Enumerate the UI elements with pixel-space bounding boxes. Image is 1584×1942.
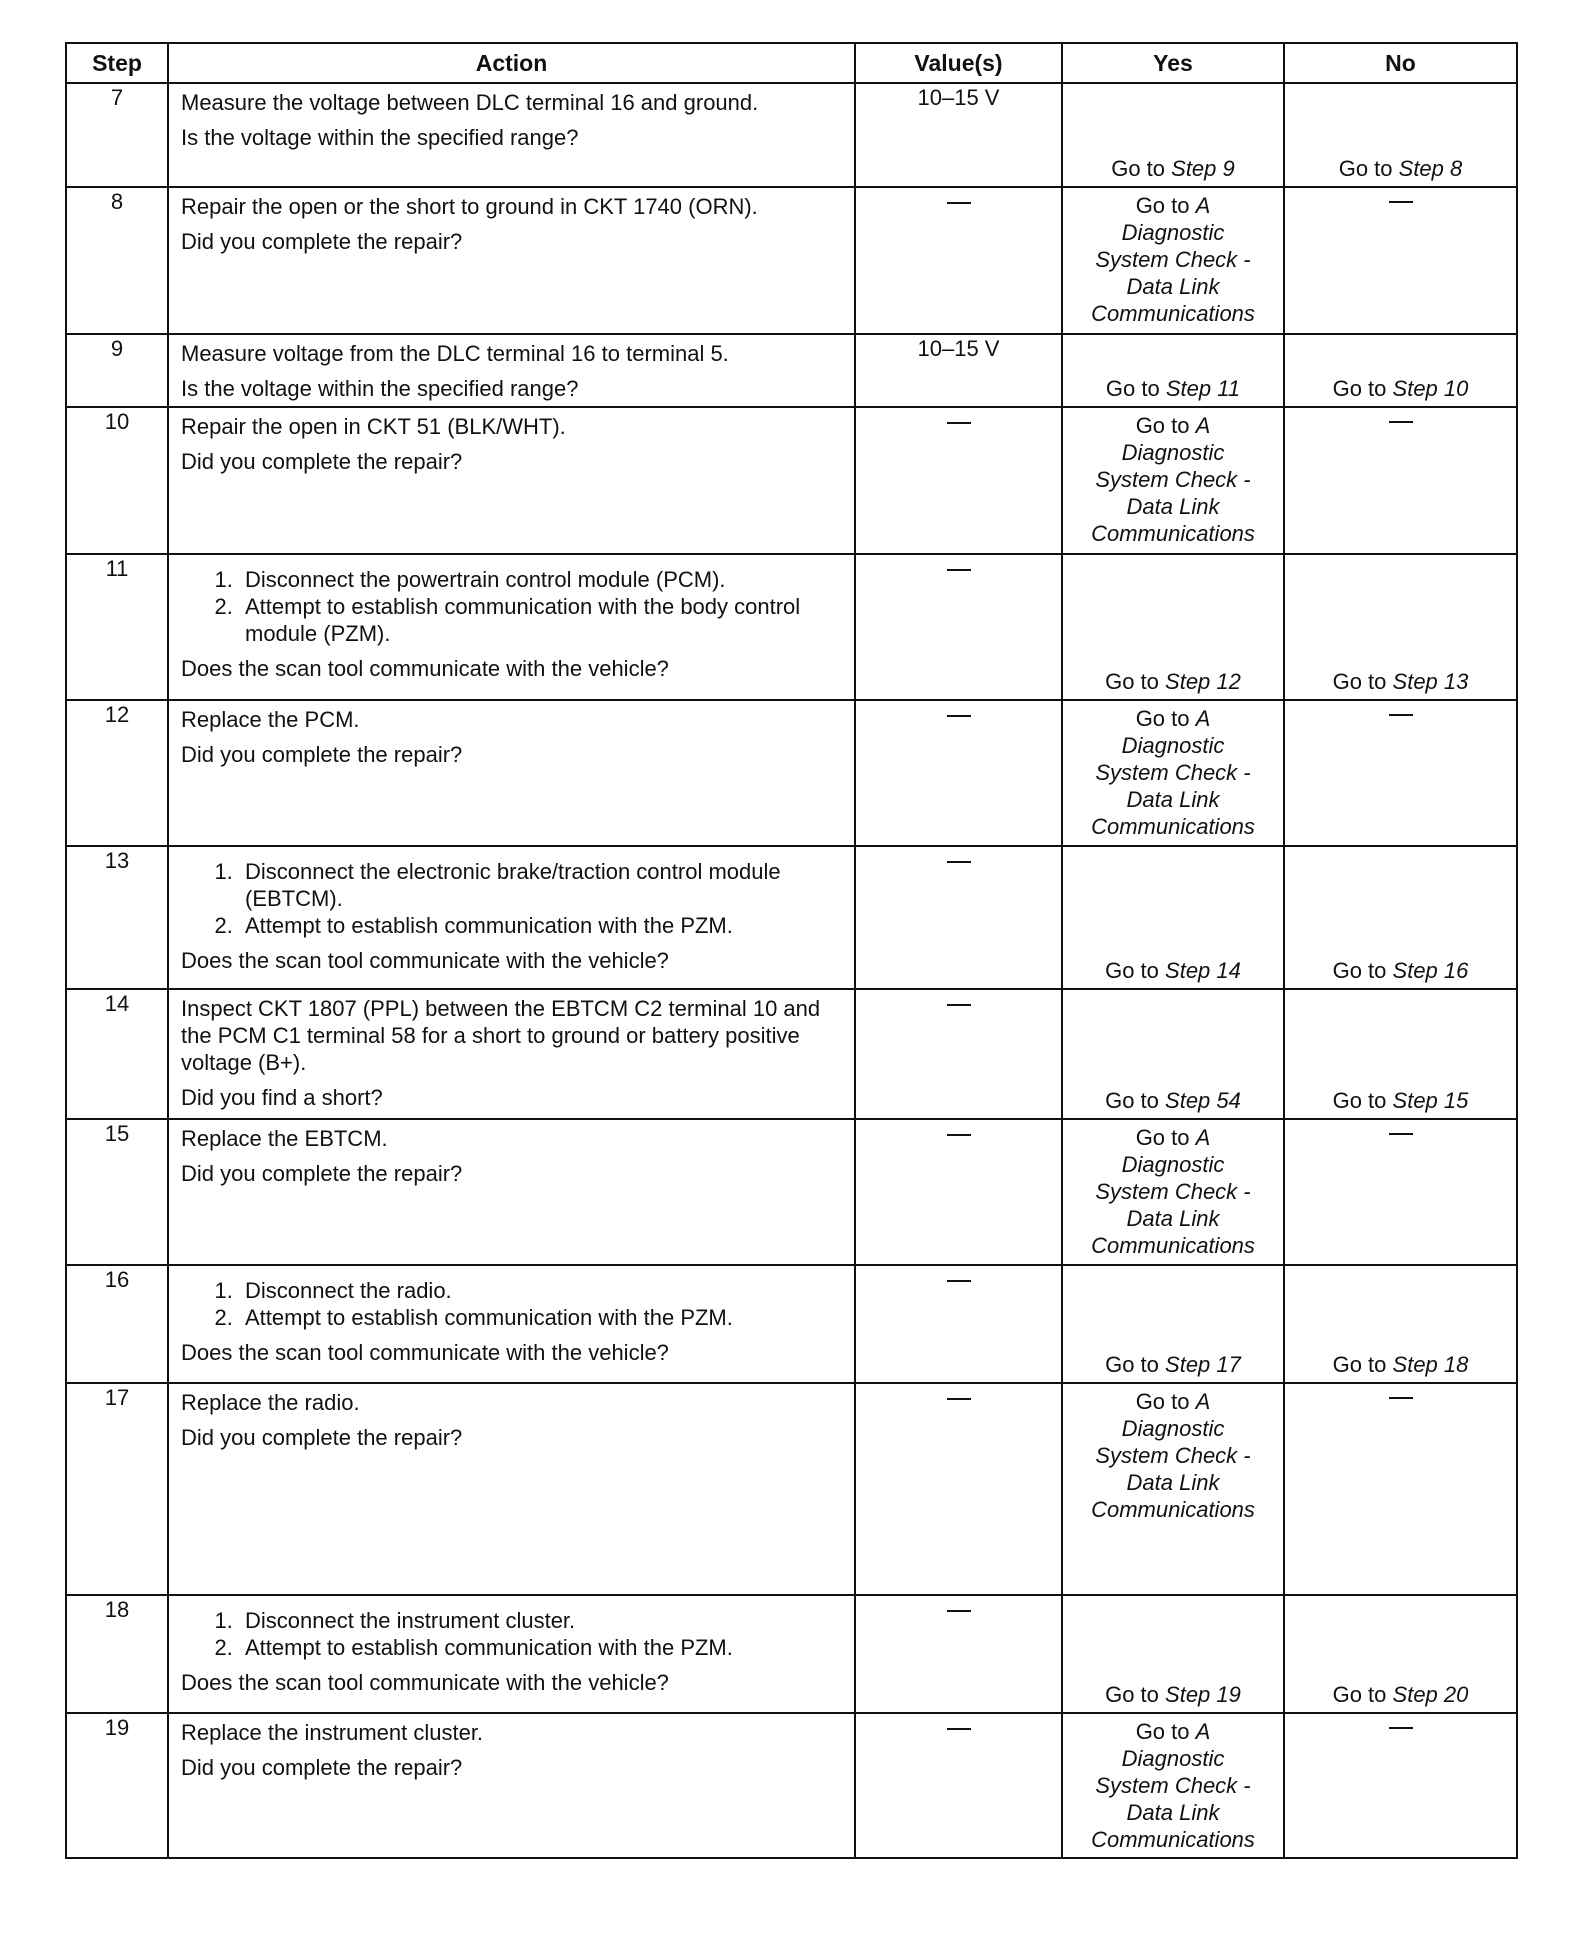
value-cell xyxy=(855,846,1062,989)
ref-line-4: Data Link xyxy=(1126,1470,1220,1495)
action-step-item: 1. Disconnect the powertrain control module (PCM). xyxy=(239,566,842,593)
em-dash xyxy=(947,1398,971,1400)
step-word: Step xyxy=(1398,156,1444,181)
value-cell xyxy=(855,187,1062,334)
ref-line-4: Data Link xyxy=(1126,1206,1220,1231)
table-row xyxy=(66,1383,1517,1595)
action-text: Measure the voltage between DLC terminal 16 and ground. xyxy=(181,90,759,115)
action-question: Does the scan tool communicate with the vehicle? xyxy=(181,1340,669,1365)
step-number: 20 xyxy=(1443,1682,1469,1707)
action-text: Replace the PCM. xyxy=(181,707,360,732)
step-number-cell: 7 xyxy=(66,83,168,187)
action-cell xyxy=(168,846,855,989)
ref-line-1 xyxy=(1067,412,1279,439)
ref-line-2: Diagnostic xyxy=(1121,1416,1225,1441)
ref-line-1 xyxy=(1067,705,1279,732)
yes-cell xyxy=(1062,1119,1284,1265)
goto-text: Go to xyxy=(1111,156,1166,181)
step-number: 11 xyxy=(1217,376,1241,401)
step-word: Step xyxy=(1165,1088,1211,1113)
table-row xyxy=(66,1713,1517,1858)
action-step-item: 1. Disconnect the radio. xyxy=(239,1277,842,1304)
action-cell xyxy=(168,407,855,554)
yes-cell xyxy=(1062,187,1284,334)
no-goto xyxy=(1285,1682,1516,1708)
table-row xyxy=(66,187,1517,334)
ref-line-5: Communications xyxy=(1091,301,1255,326)
step-number-cell: 17 xyxy=(66,1383,168,1595)
action-step-item: 2. Attempt to establish communication with the body control module (PZM). xyxy=(239,593,842,647)
table-row xyxy=(66,1119,1517,1265)
step-number-cell: 12 xyxy=(66,700,168,846)
step-number-cell: 11 xyxy=(66,554,168,700)
header-no: No xyxy=(1284,43,1517,83)
no-goto xyxy=(1285,156,1516,182)
action-text: Replace the radio. xyxy=(181,1390,360,1415)
ref-line-4: Data Link xyxy=(1126,494,1220,519)
yes-goto xyxy=(1063,376,1283,402)
yes-cell xyxy=(1062,554,1284,700)
ref-line-5: Communications xyxy=(1091,814,1255,839)
header-action: Action xyxy=(168,43,855,83)
action-question: Did you complete the repair? xyxy=(181,1161,463,1186)
no-cell xyxy=(1284,846,1517,989)
no-cell xyxy=(1284,1595,1517,1713)
ref-line-4: Data Link xyxy=(1126,787,1220,812)
em-dash xyxy=(1389,201,1413,203)
value-cell xyxy=(855,989,1062,1119)
ref-line-3: System Check - xyxy=(1095,1443,1251,1468)
action-steps-list xyxy=(181,566,842,647)
yes-cell xyxy=(1062,1265,1284,1383)
em-dash xyxy=(947,1728,971,1730)
goto-text: Go to xyxy=(1105,376,1160,401)
action-cell xyxy=(168,334,855,407)
value-text: 10–15 V xyxy=(917,336,1000,361)
value-cell xyxy=(855,83,1062,187)
ref-letter: A xyxy=(1195,1125,1211,1150)
ref-line-2: Diagnostic xyxy=(1121,220,1225,245)
ref-line-3: System Check - xyxy=(1095,1773,1251,1798)
action-steps-list xyxy=(181,1277,842,1331)
diagnostic-reference xyxy=(1067,1384,1279,1523)
yes-goto xyxy=(1063,669,1283,695)
no-goto xyxy=(1285,376,1516,402)
value-cell xyxy=(855,1595,1062,1713)
em-dash xyxy=(947,1610,971,1612)
action-cell xyxy=(168,187,855,334)
em-dash xyxy=(1389,1397,1413,1399)
ref-goto: Go to xyxy=(1135,193,1190,218)
ref-goto: Go to xyxy=(1135,413,1190,438)
yes-cell xyxy=(1062,407,1284,554)
header-values: Value(s) xyxy=(855,43,1062,83)
table-row xyxy=(66,554,1517,700)
step-number: 8 xyxy=(1450,156,1463,181)
goto-text: Go to xyxy=(1332,376,1387,401)
no-cell xyxy=(1284,83,1517,187)
goto-text: Go to xyxy=(1332,1682,1387,1707)
diagnostic-table xyxy=(65,42,1518,1859)
action-cell xyxy=(168,700,855,846)
action-question: Did you complete the repair? xyxy=(181,1755,463,1780)
goto-text: Go to xyxy=(1332,669,1387,694)
step-number: 9 xyxy=(1222,156,1235,181)
step-number: 13 xyxy=(1443,669,1469,694)
action-question: Does the scan tool communicate with the vehicle? xyxy=(181,948,669,973)
action-cell xyxy=(168,1383,855,1595)
step-number: 16 xyxy=(1443,958,1469,983)
action-cell xyxy=(168,83,855,187)
goto-text: Go to xyxy=(1105,958,1159,983)
table-row xyxy=(66,989,1517,1119)
value-cell xyxy=(855,334,1062,407)
value-cell xyxy=(855,554,1062,700)
step-word: Step xyxy=(1392,376,1438,401)
yes-goto xyxy=(1063,1352,1283,1378)
action-text: Inspect CKT 1807 (PPL) between the EBTCM C2 terminal 10 and the PCM C1 terminal 58 for a short to ground or battery positive voltage (B+). xyxy=(181,996,821,1075)
ref-letter: A xyxy=(1195,1389,1211,1414)
ref-line-2: Diagnostic xyxy=(1121,733,1225,758)
step-number-cell: 14 xyxy=(66,989,168,1119)
yes-cell xyxy=(1062,846,1284,989)
action-question: Did you complete the repair? xyxy=(181,229,463,254)
no-goto xyxy=(1285,958,1516,984)
action-steps-list xyxy=(181,858,842,939)
diagnostic-sheet xyxy=(65,42,1516,1859)
table-row xyxy=(66,700,1517,846)
action-cell xyxy=(168,989,855,1119)
goto-text: Go to xyxy=(1105,669,1159,694)
action-cell xyxy=(168,1119,855,1265)
step-number: 19 xyxy=(1216,1682,1241,1707)
em-dash xyxy=(1389,421,1413,423)
step-word: Step xyxy=(1392,1088,1438,1113)
action-step-item: 2. Attempt to establish communication with the PZM. xyxy=(239,1634,842,1661)
ref-line-1 xyxy=(1067,1718,1279,1745)
em-dash xyxy=(947,202,971,204)
ref-line-5: Communications xyxy=(1091,1497,1255,1522)
ref-line-2: Diagnostic xyxy=(1121,440,1225,465)
step-word: Step xyxy=(1171,156,1217,181)
step-number-cell: 18 xyxy=(66,1595,168,1713)
step-number-cell: 19 xyxy=(66,1713,168,1858)
em-dash xyxy=(947,1004,971,1006)
goto-text: Go to xyxy=(1332,1352,1387,1377)
yes-cell xyxy=(1062,989,1284,1119)
step-word: Step xyxy=(1392,1352,1438,1377)
step-word: Step xyxy=(1392,958,1438,983)
action-text: Replace the EBTCM. xyxy=(181,1126,388,1151)
no-cell xyxy=(1284,700,1517,846)
yes-goto xyxy=(1063,156,1283,182)
ref-line-3: System Check - xyxy=(1095,247,1251,272)
ref-letter: A xyxy=(1195,1719,1211,1744)
step-number-cell: 15 xyxy=(66,1119,168,1265)
step-number-cell: 8 xyxy=(66,187,168,334)
goto-text: Go to xyxy=(1338,156,1393,181)
diagnostic-reference xyxy=(1067,188,1279,327)
yes-cell xyxy=(1062,1383,1284,1595)
step-number: 18 xyxy=(1443,1352,1469,1377)
action-text: Measure voltage from the DLC terminal 16 to terminal 5. xyxy=(181,341,729,366)
action-cell xyxy=(168,1713,855,1858)
ref-letter: A xyxy=(1195,413,1211,438)
no-cell xyxy=(1284,1265,1517,1383)
value-cell xyxy=(855,1119,1062,1265)
no-cell xyxy=(1284,989,1517,1119)
ref-line-4: Data Link xyxy=(1126,1800,1220,1825)
em-dash xyxy=(947,569,971,571)
action-text: Repair the open in CKT 51 (BLK/WHT). xyxy=(181,414,566,439)
no-cell xyxy=(1284,1713,1517,1858)
no-cell xyxy=(1284,1383,1517,1595)
yes-cell xyxy=(1062,1713,1284,1858)
ref-goto: Go to xyxy=(1135,1125,1190,1150)
action-steps-list xyxy=(181,1607,842,1661)
no-goto xyxy=(1285,1088,1516,1114)
goto-text: Go to xyxy=(1332,1088,1387,1113)
table-row xyxy=(66,1265,1517,1383)
step-number-cell: 16 xyxy=(66,1265,168,1383)
step-number: 12 xyxy=(1216,669,1241,694)
goto-text: Go to xyxy=(1105,1088,1159,1113)
step-number-cell: 10 xyxy=(66,407,168,554)
goto-text: Go to xyxy=(1105,1682,1159,1707)
em-dash xyxy=(947,422,971,424)
step-number-cell: 9 xyxy=(66,334,168,407)
table-row xyxy=(66,1595,1517,1713)
diagnostic-reference xyxy=(1067,408,1279,547)
table-row xyxy=(66,407,1517,554)
no-cell xyxy=(1284,554,1517,700)
action-question: Did you complete the repair? xyxy=(181,449,463,474)
header-step: Step xyxy=(66,43,168,83)
yes-goto xyxy=(1063,958,1283,984)
ref-line-5: Communications xyxy=(1091,1233,1255,1258)
action-question: Does the scan tool communicate with the vehicle? xyxy=(181,656,669,681)
table-row xyxy=(66,334,1517,407)
yes-cell xyxy=(1062,334,1284,407)
diagnostic-reference xyxy=(1067,1714,1279,1853)
action-step-item: 1. Disconnect the instrument cluster. xyxy=(239,1607,842,1634)
step-number: 14 xyxy=(1216,958,1241,983)
step-number: 15 xyxy=(1443,1088,1469,1113)
ref-letter: A xyxy=(1195,706,1211,731)
action-step-item: 2. Attempt to establish communication with the PZM. xyxy=(239,912,842,939)
no-cell xyxy=(1284,187,1517,334)
action-step-item: 2. Attempt to establish communication with the PZM. xyxy=(239,1304,842,1331)
action-question: Did you find a short? xyxy=(181,1085,383,1110)
header-yes: Yes xyxy=(1062,43,1284,83)
action-text: Repair the open or the short to ground in CKT 1740 (ORN). xyxy=(181,194,758,219)
step-number-cell: 13 xyxy=(66,846,168,989)
ref-line-4: Data Link xyxy=(1126,274,1220,299)
yes-goto xyxy=(1063,1682,1283,1708)
action-text: Replace the instrument cluster. xyxy=(181,1720,484,1745)
action-question: Did you complete the repair? xyxy=(181,1425,463,1450)
step-word: Step xyxy=(1165,376,1212,401)
action-cell xyxy=(168,1265,855,1383)
action-step-item: 1. Disconnect the electronic brake/traction control module (EBTCM). xyxy=(239,858,842,912)
value-cell xyxy=(855,1383,1062,1595)
em-dash xyxy=(947,715,971,717)
diagnostic-reference xyxy=(1067,1120,1279,1259)
value-cell xyxy=(855,1265,1062,1383)
ref-line-5: Communications xyxy=(1091,1827,1255,1852)
action-question: Does the scan tool communicate with the vehicle? xyxy=(181,1670,669,1695)
yes-goto xyxy=(1063,1088,1283,1114)
no-cell xyxy=(1284,1119,1517,1265)
step-word: Step xyxy=(1165,1352,1211,1377)
ref-goto: Go to xyxy=(1135,1389,1190,1414)
step-number: 54 xyxy=(1216,1088,1241,1113)
ref-line-3: System Check - xyxy=(1095,467,1251,492)
step-word: Step xyxy=(1165,958,1211,983)
table-body xyxy=(66,83,1517,1858)
em-dash xyxy=(947,1134,971,1136)
em-dash xyxy=(1389,1727,1413,1729)
ref-goto: Go to xyxy=(1135,1719,1190,1744)
em-dash xyxy=(947,861,971,863)
step-word: Step xyxy=(1165,669,1211,694)
no-cell xyxy=(1284,407,1517,554)
table-row xyxy=(66,83,1517,187)
action-question: Did you complete the repair? xyxy=(181,742,463,767)
value-cell xyxy=(855,1713,1062,1858)
yes-cell xyxy=(1062,83,1284,187)
yes-cell xyxy=(1062,1595,1284,1713)
ref-line-5: Communications xyxy=(1091,521,1255,546)
value-cell xyxy=(855,407,1062,554)
ref-line-1 xyxy=(1067,1124,1279,1151)
em-dash xyxy=(1389,714,1413,716)
value-cell xyxy=(855,700,1062,846)
ref-letter: A xyxy=(1195,193,1211,218)
action-cell xyxy=(168,1595,855,1713)
table-row xyxy=(66,846,1517,989)
value-text: 10–15 V xyxy=(917,85,1000,110)
step-word: Step xyxy=(1165,1682,1211,1707)
yes-cell xyxy=(1062,700,1284,846)
ref-line-1 xyxy=(1067,1388,1279,1415)
step-word: Step xyxy=(1392,1682,1438,1707)
ref-goto: Go to xyxy=(1135,706,1190,731)
no-cell xyxy=(1284,334,1517,407)
ref-line-3: System Check - xyxy=(1095,760,1251,785)
ref-line-2: Diagnostic xyxy=(1121,1152,1225,1177)
step-number: 10 xyxy=(1443,376,1469,401)
ref-line-2: Diagnostic xyxy=(1121,1746,1225,1771)
action-question: Is the voltage within the specified range? xyxy=(181,125,579,150)
diagnostic-reference xyxy=(1067,701,1279,840)
step-word: Step xyxy=(1392,669,1438,694)
em-dash xyxy=(1389,1133,1413,1135)
action-question: Is the voltage within the specified range? xyxy=(181,376,579,401)
no-goto xyxy=(1285,1352,1516,1378)
no-goto xyxy=(1285,669,1516,695)
action-cell xyxy=(168,554,855,700)
goto-text: Go to xyxy=(1105,1352,1159,1377)
em-dash xyxy=(947,1280,971,1282)
header-row xyxy=(66,43,1517,83)
ref-line-3: System Check - xyxy=(1095,1179,1251,1204)
step-number: 17 xyxy=(1216,1352,1241,1377)
goto-text: Go to xyxy=(1332,958,1387,983)
ref-line-1 xyxy=(1067,192,1279,219)
